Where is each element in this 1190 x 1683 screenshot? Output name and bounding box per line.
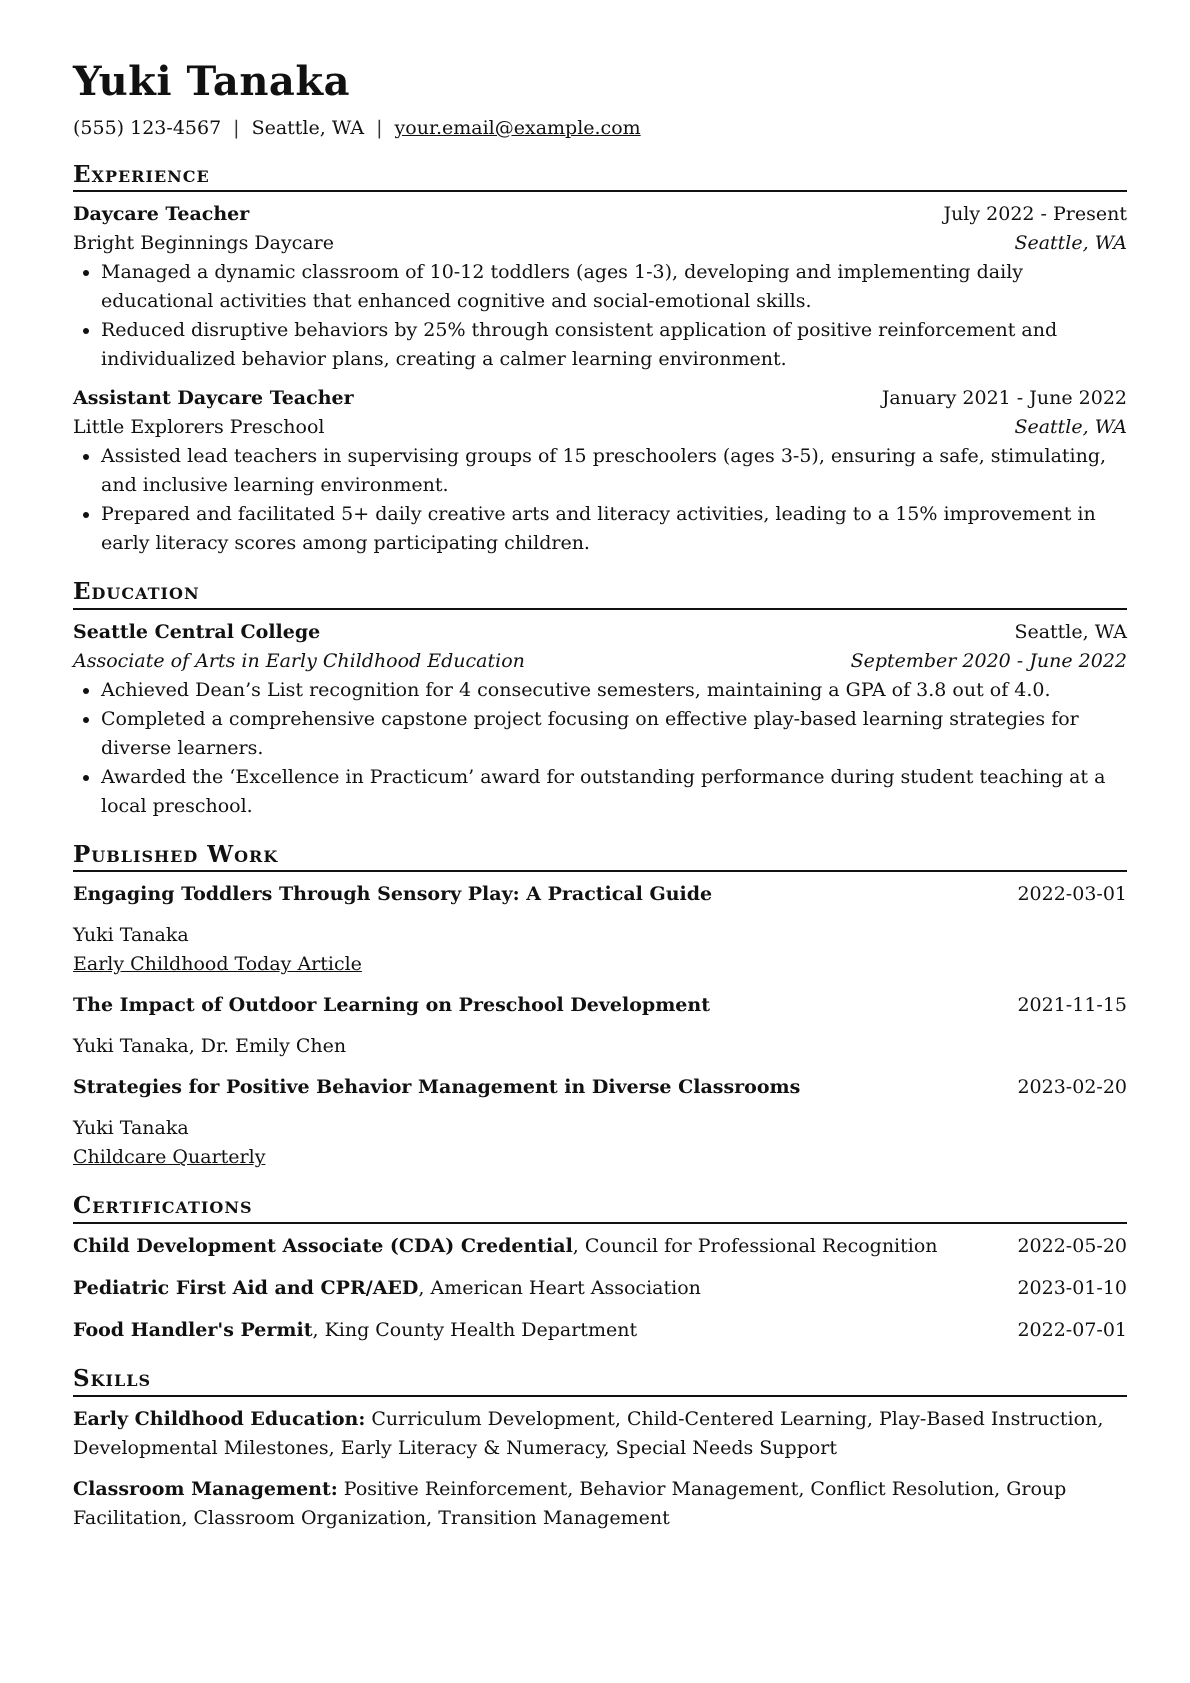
publication-title: The Impact of Outdoor Learning on Preschool Development — [73, 994, 710, 1017]
section-title: Certifications — [73, 1192, 1127, 1224]
experience-entry — [73, 200, 1127, 374]
certification-name: Pediatric First Aid and CPR/AED — [73, 1277, 419, 1300]
publication-title: Strategies for Positive Behavior Management in Diverse Classrooms — [73, 1076, 801, 1099]
job-location: Seattle, WA — [1014, 232, 1127, 255]
bullet: • Reduced disruptive behaviors by 25% through consistent application of positive reinforcement and individualized behavior plans, creating a calmer learning environment. — [101, 316, 1127, 374]
job-dates: January 2021 - June 2022 — [881, 387, 1127, 410]
publication-authors: Yuki Tanaka — [73, 1117, 189, 1140]
skill-label: Early Childhood Education: — [73, 1407, 366, 1430]
bullet: • Assisted lead teachers in supervising groups of 15 preschoolers (ages 3-5), ensuring a safe, stimulating, and inclusive learning environment. — [101, 442, 1127, 500]
publication-link[interactable]: Early Childhood Today Article — [73, 953, 362, 976]
skill-group — [73, 1475, 1127, 1533]
bullet: • Completed a comprehensive capstone project focusing on effective play-based learning strategies for diverse learners. — [101, 705, 1127, 763]
publication-authors: Yuki Tanaka, Dr. Emily Chen — [73, 1035, 347, 1058]
job-location: Seattle, WA — [1014, 416, 1127, 439]
skills-section — [73, 1365, 1127, 1533]
section-title: Published Work — [73, 841, 1127, 873]
certification-issuer: , Council for Professional Recognition — [572, 1235, 938, 1258]
publication-date: 2021-11-15 — [1017, 994, 1127, 1017]
publication-title: Engaging Toddlers Through Sensory Play: A Practical Guide — [73, 883, 713, 906]
separator: | — [233, 117, 240, 139]
certification-issuer: , American Heart Association — [418, 1277, 701, 1300]
certification-issuer: , King County Health Department — [312, 1319, 638, 1342]
degree: Associate of Arts in Early Childhood Education — [73, 649, 525, 672]
skill-list: Positive Reinforcement, Behavior Management, Conflict Resolution, Group Facilitation, Classroom Organization, Transition Management — [73, 1477, 1067, 1529]
skill-list: Curriculum Development, Child-Centered Learning, Play-Based Instruction, Developmental Milestones, Early Literacy & Numeracy, Special Needs Support — [73, 1407, 1104, 1459]
job-title: Daycare Teacher — [73, 203, 250, 226]
job-title: Assistant Daycare Teacher — [73, 387, 354, 410]
certification-name: Child Development Associate (CDA) Credential — [73, 1235, 573, 1258]
bullet: • Awarded the ‘Excellence in Practicum’ award for outstanding performance during student teaching at a local preschool. — [101, 763, 1127, 821]
school-name: Seattle Central College — [73, 620, 321, 643]
bullet: • Prepared and facilitated 5+ daily creative arts and literacy activities, leading to a 15% improvement in early literacy scores among participating children. — [101, 500, 1127, 558]
bullet: • Achieved Dean’s List recognition for 4 consecutive semesters, maintaining a GPA of 3.8 out of 4.0. — [101, 676, 1127, 705]
certifications-section — [73, 1192, 1127, 1345]
publication — [73, 880, 1127, 979]
job-dates: July 2022 - Present — [943, 203, 1127, 226]
publication — [73, 991, 1127, 1061]
resume-page — [73, 58, 1127, 1545]
certification — [73, 1232, 1127, 1261]
publication — [73, 1073, 1127, 1172]
email-link[interactable]: your.email@example.com — [394, 117, 641, 139]
experience-section — [73, 161, 1127, 559]
section-title: Education — [73, 578, 1127, 610]
education-section — [73, 578, 1127, 821]
employer: Little Explorers Preschool — [73, 416, 325, 439]
bullet: • Managed a dynamic classroom of 10-12 toddlers (ages 1-3), developing and implementing daily educational activities that enhanced cognitive and social-emotional skills. — [101, 258, 1127, 316]
certification-date: 2023-01-10 — [1017, 1277, 1127, 1300]
contact-line — [73, 116, 1127, 141]
certification-date: 2022-07-01 — [1017, 1319, 1127, 1342]
candidate-name: Yuki Tanaka — [73, 58, 350, 105]
phone: (555) 123-4567 — [73, 117, 222, 139]
certification — [73, 1274, 1127, 1303]
skill-label: Classroom Management: — [73, 1477, 338, 1500]
published-work-section — [73, 841, 1127, 1173]
certification-name: Food Handler's Permit — [73, 1319, 313, 1342]
experience-entry — [73, 384, 1127, 558]
employer: Bright Beginnings Daycare — [73, 232, 334, 255]
location: Seattle, WA — [251, 117, 365, 139]
publication-authors: Yuki Tanaka — [73, 924, 189, 947]
section-title: Experience — [73, 161, 1127, 193]
section-title: Skills — [73, 1365, 1127, 1397]
education-dates: September 2020 - June 2022 — [850, 649, 1127, 672]
certification-date: 2022-05-20 — [1017, 1235, 1127, 1258]
publication-date: 2023-02-20 — [1017, 1076, 1127, 1099]
certification — [73, 1316, 1127, 1345]
publication-link[interactable]: Childcare Quarterly — [73, 1146, 266, 1169]
publication-date: 2022-03-01 — [1017, 883, 1127, 906]
skill-group — [73, 1405, 1127, 1463]
separator: | — [376, 117, 383, 139]
school-location: Seattle, WA — [1014, 620, 1127, 643]
